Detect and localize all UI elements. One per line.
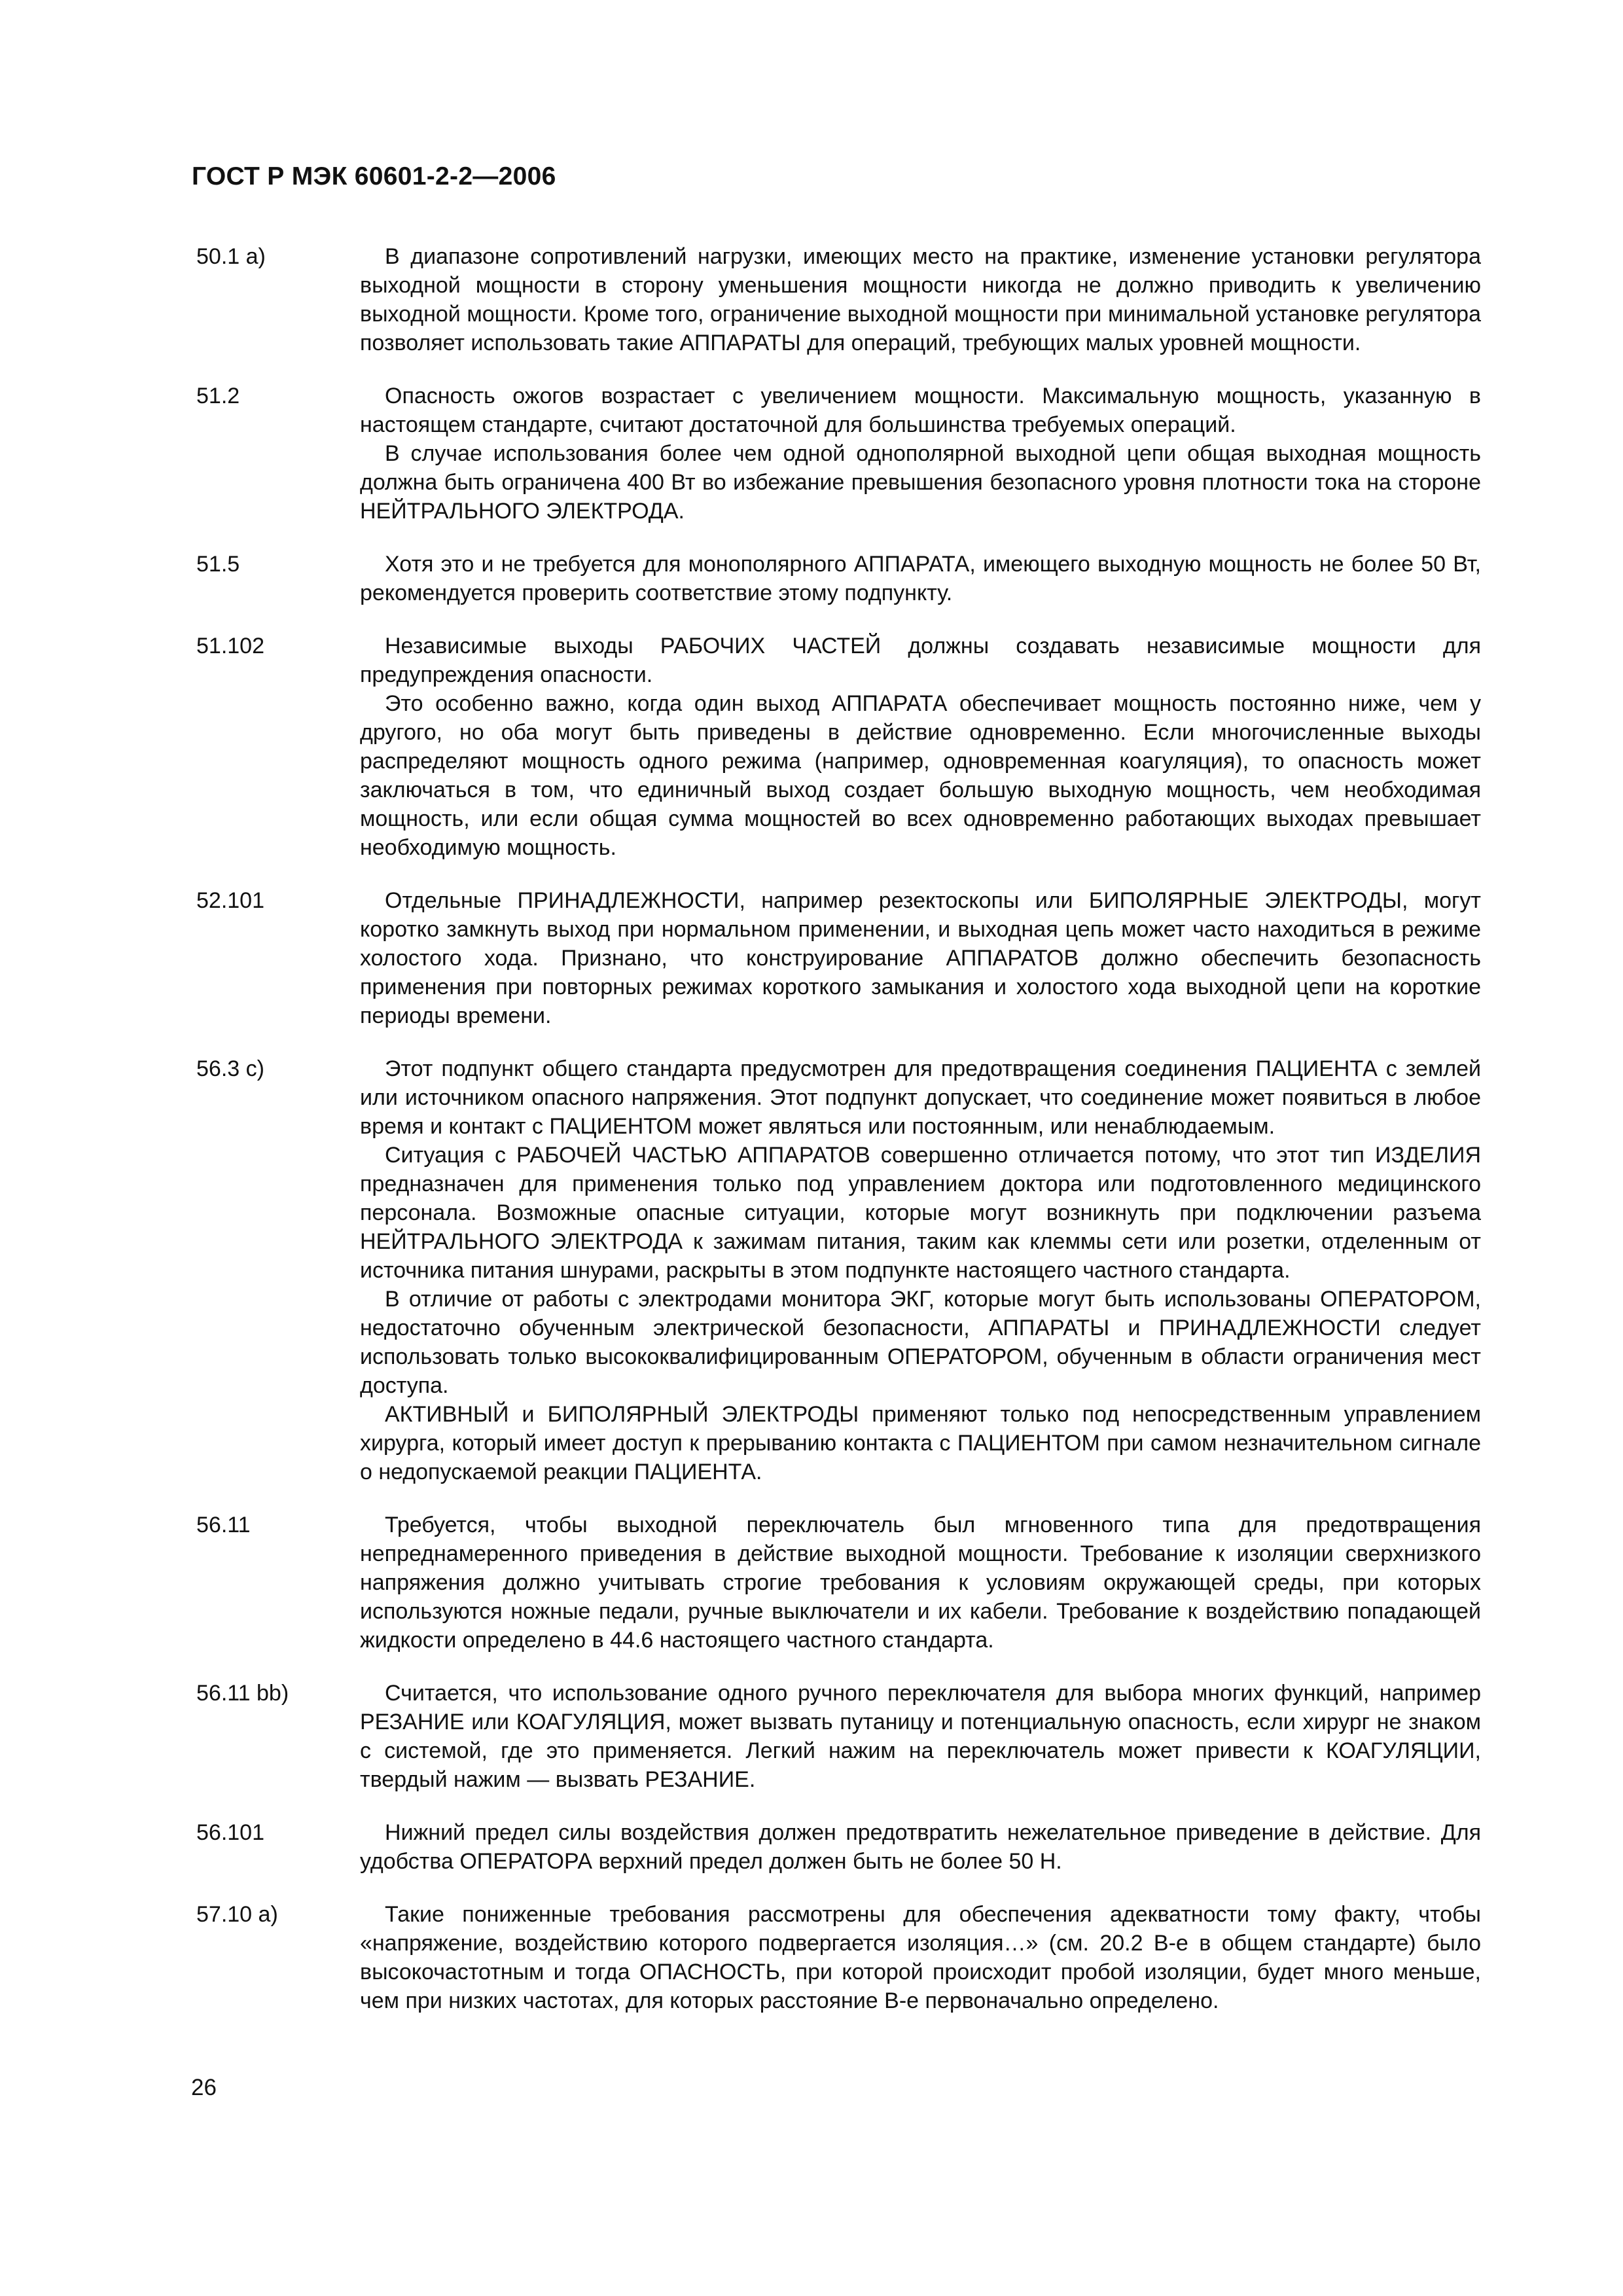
paragraph: Требуется, чтобы выходной переключатель был мгновенного типа для предотвращения непреднамеренного приведения в действие выходной мощности. Требование к изоляции сверхнизкого напряжения должно учитывать строгие требования к условиям окружающей среды, при которых используются ножные педали, ручные выключатели и их кабели. Требование к воздействию попадающей жидкости определено в 44.6 настоящего частного стандарта. bbox=[360, 1513, 1481, 1653]
section-entry bbox=[196, 886, 1481, 1030]
page-number: 26 bbox=[191, 2075, 217, 2100]
clause-text bbox=[360, 242, 1481, 357]
paragraph: Отдельные ПРИНАДЛЕЖНОСТИ, например резектоскопы или БИПОЛЯРНЫЕ ЭЛЕКТРОДЫ, могут коротко замкнуть выход при нормальном применении, и выходная цепь может часто находиться в режиме холостого хода. Признано, что конструирование АППАРАТОВ должно обеспечить безопасность применения при повторных режимах короткого замыкания и холостого хода выходной цепи на короткие периоды времени. bbox=[360, 888, 1481, 1028]
paragraph: Это особенно важно, когда один выход АППАРАТА обеспечивает мощность постоянно ниже, чем у другого, но оба могут быть приведены в действие одновременно. Если многочисленные выходы распределяют мощность одного режима (например, одновременная коагуляция), то опасность может заключаться в том, что единичный выход создает большую выходную мощность, чем необходимая мощность, или если общая сумма мощностей во всех одновременно работающих выходах превышает необходимую мощность. bbox=[360, 691, 1481, 860]
section-entry bbox=[196, 1511, 1481, 1655]
clause-text bbox=[360, 550, 1481, 607]
paragraph: В диапазоне сопротивлений нагрузки, имеющих место на практике, изменение установки регулятора выходной мощности в сторону уменьшения мощности никогда не должно приводить к увеличению выходной мощности. Кроме того, ограничение выходной мощности при минимальной установке регулятора позволяет использовать такие АППАРАТЫ для операций, требующих малых уровней мощности. bbox=[360, 244, 1481, 355]
clause-number: 56.101 bbox=[196, 1820, 264, 1845]
paragraph: Хотя это и не требуется для монополярного АППАРАТА, имеющего выходную мощность не более 50 Вт, рекомендуется проверить соответствие этому подпункту. bbox=[360, 552, 1481, 605]
clause-number: 56.11 bb) bbox=[196, 1681, 289, 1706]
clause-number: 51.102 bbox=[196, 634, 264, 658]
paragraph: Этот подпункт общего стандарта предусмотрен для предотвращения соединения ПАЦИЕНТА с землей или источником опасного напряжения. Этот подпункт допускает, что соединение может появиться в любое время и контакт с ПАЦИЕНТОМ может являться или постоянным, или ненаблюдаемым. bbox=[360, 1056, 1481, 1139]
clause-text bbox=[360, 382, 1481, 526]
clause-number: 52.101 bbox=[196, 888, 264, 913]
clause-number: 51.2 bbox=[196, 384, 240, 408]
section-entry bbox=[196, 1900, 1481, 2015]
paragraph: Нижний предел силы воздействия должен предотвратить нежелательное приведение в действие. Для удобства ОПЕРАТОРА верхний предел должен быть не более 50 Н. bbox=[360, 1820, 1481, 1874]
section-entry bbox=[196, 242, 1481, 357]
paragraph: Опасность ожогов возрастает с увеличением мощности. Максимальную мощность, указанную в настоящем стандарте, считают достаточной для большинства требуемых операций. bbox=[360, 384, 1481, 437]
document-body bbox=[196, 242, 1481, 2039]
section-entry bbox=[196, 382, 1481, 526]
paragraph: В отличие от работы с электродами монитора ЭКГ, которые могут быть использованы ОПЕРАТОРОМ, недостаточно обученным электрической безопасности, АППАРАТЫ и ПРИНАДЛЕЖНОСТИ следует использовать только высококвалифицированным ОПЕРАТОРОМ, обученным в области ограничения мест доступа. bbox=[360, 1287, 1481, 1398]
paragraph: Считается, что использование одного ручного переключателя для выбора многих функций, например РЕЗАНИЕ или КОАГУЛЯЦИЯ, может вызвать путаницу и потенциальную опасность, если хирург не знаком с системой, где это применяется. Легкий нажим на переключатель может привести к КОАГУЛЯЦИИ, твердый нажим — вызвать РЕЗАНИЕ. bbox=[360, 1681, 1481, 1792]
clause-number: 50.1 а) bbox=[196, 244, 266, 269]
clause-text bbox=[360, 1679, 1481, 1794]
paragraph: АКТИВНЫЙ и БИПОЛЯРНЫЙ ЭЛЕКТРОДЫ применяют только под непосредственным управлением хирурга, который имеет доступ к прерыванию контакта с ПАЦИЕНТОМ при самом незначительном сигнале о недопускаемой реакции ПАЦИЕНТА. bbox=[360, 1402, 1481, 1484]
clause-text bbox=[360, 632, 1481, 862]
paragraph: В случае использования более чем одной однополярной выходной цепи общая выходная мощность должна быть ограничена 400 Вт во избежание превышения безопасного уровня плотности тока на стороне НЕЙТРАЛЬНОГО ЭЛЕКТРОДА. bbox=[360, 441, 1481, 524]
paragraph: Независимые выходы РАБОЧИХ ЧАСТЕЙ должны создавать независимые мощности для предупреждения опасности. bbox=[360, 634, 1481, 687]
clause-text bbox=[360, 1900, 1481, 2015]
section-entry bbox=[196, 1818, 1481, 1876]
clause-number: 56.11 bbox=[196, 1513, 251, 1537]
clause-number: 51.5 bbox=[196, 552, 240, 577]
clause-text bbox=[360, 1818, 1481, 1876]
paragraph: Такие пониженные требования рассмотрены для обеспечения адекватности тому факту, чтобы «напряжение, воздействию которого подвергается изоляция…» (см. 20.2 В-е в общем стандарте) было высокочастотным и тогда ОПАСНОСТЬ, при которой происходит пробой изоляции, будет много меньше, чем при низких частотах, для которых расстояние В-е первоначально определено. bbox=[360, 1902, 1481, 2013]
section-entry bbox=[196, 1679, 1481, 1794]
clause-number: 57.10 а) bbox=[196, 1902, 278, 1927]
section-entry bbox=[196, 632, 1481, 862]
paragraph: Ситуация с РАБОЧЕЙ ЧАСТЬЮ АППАРАТОВ совершенно отличается потому, что этот тип ИЗДЕЛИЯ предназначен для применения только под управлением доктора или подготовленного медицинского персонала. Возможные опасные ситуации, которые могут возникнуть при подключении разъема НЕЙТРАЛЬНОГО ЭЛЕКТРОДА к зажимам питания, таким как клеммы сети или розетки, отделенным от источника питания шнурами, раскрыты в этом подпункте настоящего частного стандарта. bbox=[360, 1143, 1481, 1283]
section-entry bbox=[196, 1054, 1481, 1486]
clause-text bbox=[360, 1054, 1481, 1486]
document-header: ГОСТ Р МЭК 60601-2-2—2006 bbox=[192, 162, 556, 190]
clause-text bbox=[360, 886, 1481, 1030]
section-entry bbox=[196, 550, 1481, 607]
clause-number: 56.3 с) bbox=[196, 1056, 264, 1081]
clause-text bbox=[360, 1511, 1481, 1655]
